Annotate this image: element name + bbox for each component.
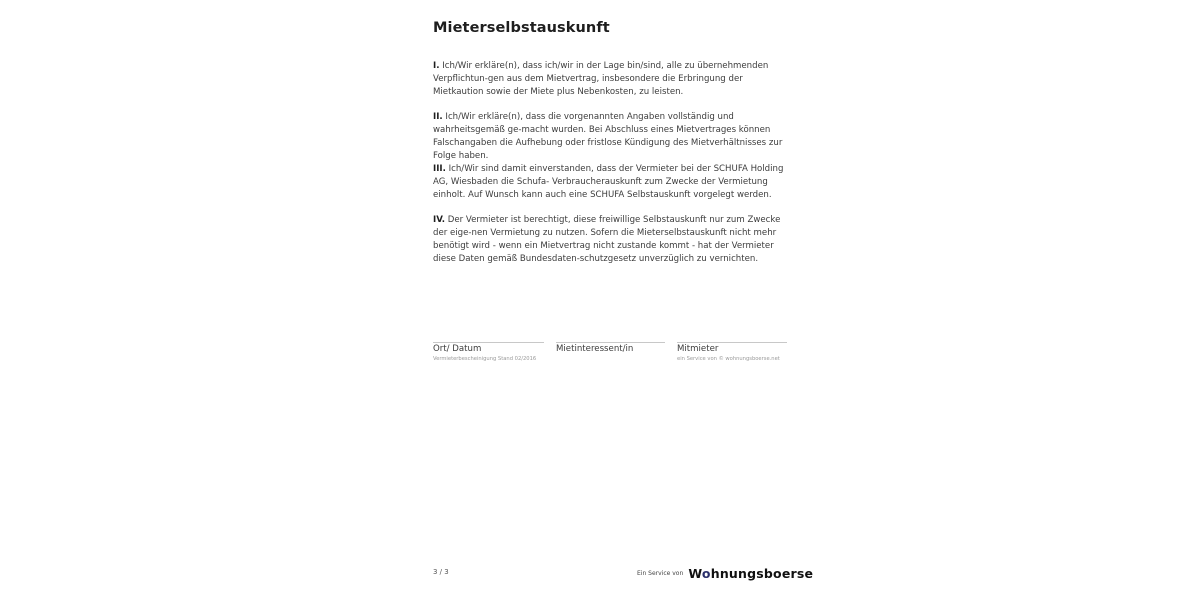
signature-field-cotenant bbox=[677, 342, 787, 362]
signature-footnote: Vermieterbescheinigung Stand 02/2016 bbox=[433, 356, 537, 362]
page-indicator: 3 / 3 bbox=[433, 568, 449, 576]
service-prefix: Ein Service von bbox=[637, 570, 684, 577]
magnifier-o-icon: o bbox=[701, 566, 711, 581]
signature-label: Mietinteressent/in bbox=[556, 344, 634, 354]
paragraph-number: III. bbox=[433, 164, 446, 174]
brand-logo-rest: hnungsboerse bbox=[710, 566, 814, 581]
signature-line bbox=[677, 342, 787, 343]
paragraph-4 bbox=[433, 214, 789, 266]
signature-line bbox=[556, 342, 665, 343]
paragraph-text: Ich/Wir erkläre(n), dass ich/wir in der Lage bin/sind, alle zu übernehmenden Verpflichtun-gen aus dem Mietvertrag, insbesondere die Erbringung der Mietkaution sowie der Miete plus Nebenkosten, zu leisten. bbox=[433, 61, 769, 97]
signature-label: Ort/ Datum bbox=[433, 344, 482, 354]
paragraph-number: IV. bbox=[433, 215, 446, 225]
paragraph-1 bbox=[433, 60, 789, 99]
brand-footer bbox=[637, 563, 813, 582]
paragraph-text: Ich/Wir sind damit einverstanden, dass der Vermieter bei der SCHUFA Holding AG, Wiesbaden die Schufa- Verbraucherauskunft zum Zwecke der Vermietung einholt. Auf Wunsch kann auch eine SCHUFA Selbstauskunft vorgelegt werden. bbox=[433, 164, 784, 200]
paragraph-number: II. bbox=[433, 112, 443, 122]
signature-line bbox=[433, 342, 544, 343]
brand-logo-w: W bbox=[688, 566, 702, 581]
signature-footnote: ein Service von © wohnungsboerse.net bbox=[677, 356, 780, 362]
signature-label: Mitmieter bbox=[677, 344, 719, 354]
paragraph-text: Ich/Wir erkläre(n), dass die vorgenannten Angaben vollständig und wahrheitsgemäß ge-macht wurden. Bei Abschluss eines Mietvertrages können Falschangaben die Aufhebung oder fristlose Kündigung des Mietverhältnisses zur Folge haben. bbox=[433, 112, 783, 161]
document-title: Mieterselbstauskunft bbox=[433, 20, 610, 36]
signature-field-applicant bbox=[556, 342, 665, 356]
signature-field-place-date bbox=[433, 342, 544, 362]
paragraph-number: I. bbox=[433, 61, 440, 71]
paragraph-2 bbox=[433, 111, 789, 163]
paragraph-text: Der Vermieter ist berechtigt, diese freiwillige Selbstauskunft nur zum Zwecke der eige-nen Vermietung zu nutzen. Sofern die Mieterselbstauskunft nicht mehr benötigt wird - wenn ein Mietvertrag nicht zustande kommt - hat der Vermieter diese Daten gemäß Bundesdaten-schutzgesetz unverzüglich zu vernichten. bbox=[433, 215, 781, 264]
brand-logo bbox=[688, 566, 813, 581]
paragraph-3 bbox=[433, 163, 789, 202]
